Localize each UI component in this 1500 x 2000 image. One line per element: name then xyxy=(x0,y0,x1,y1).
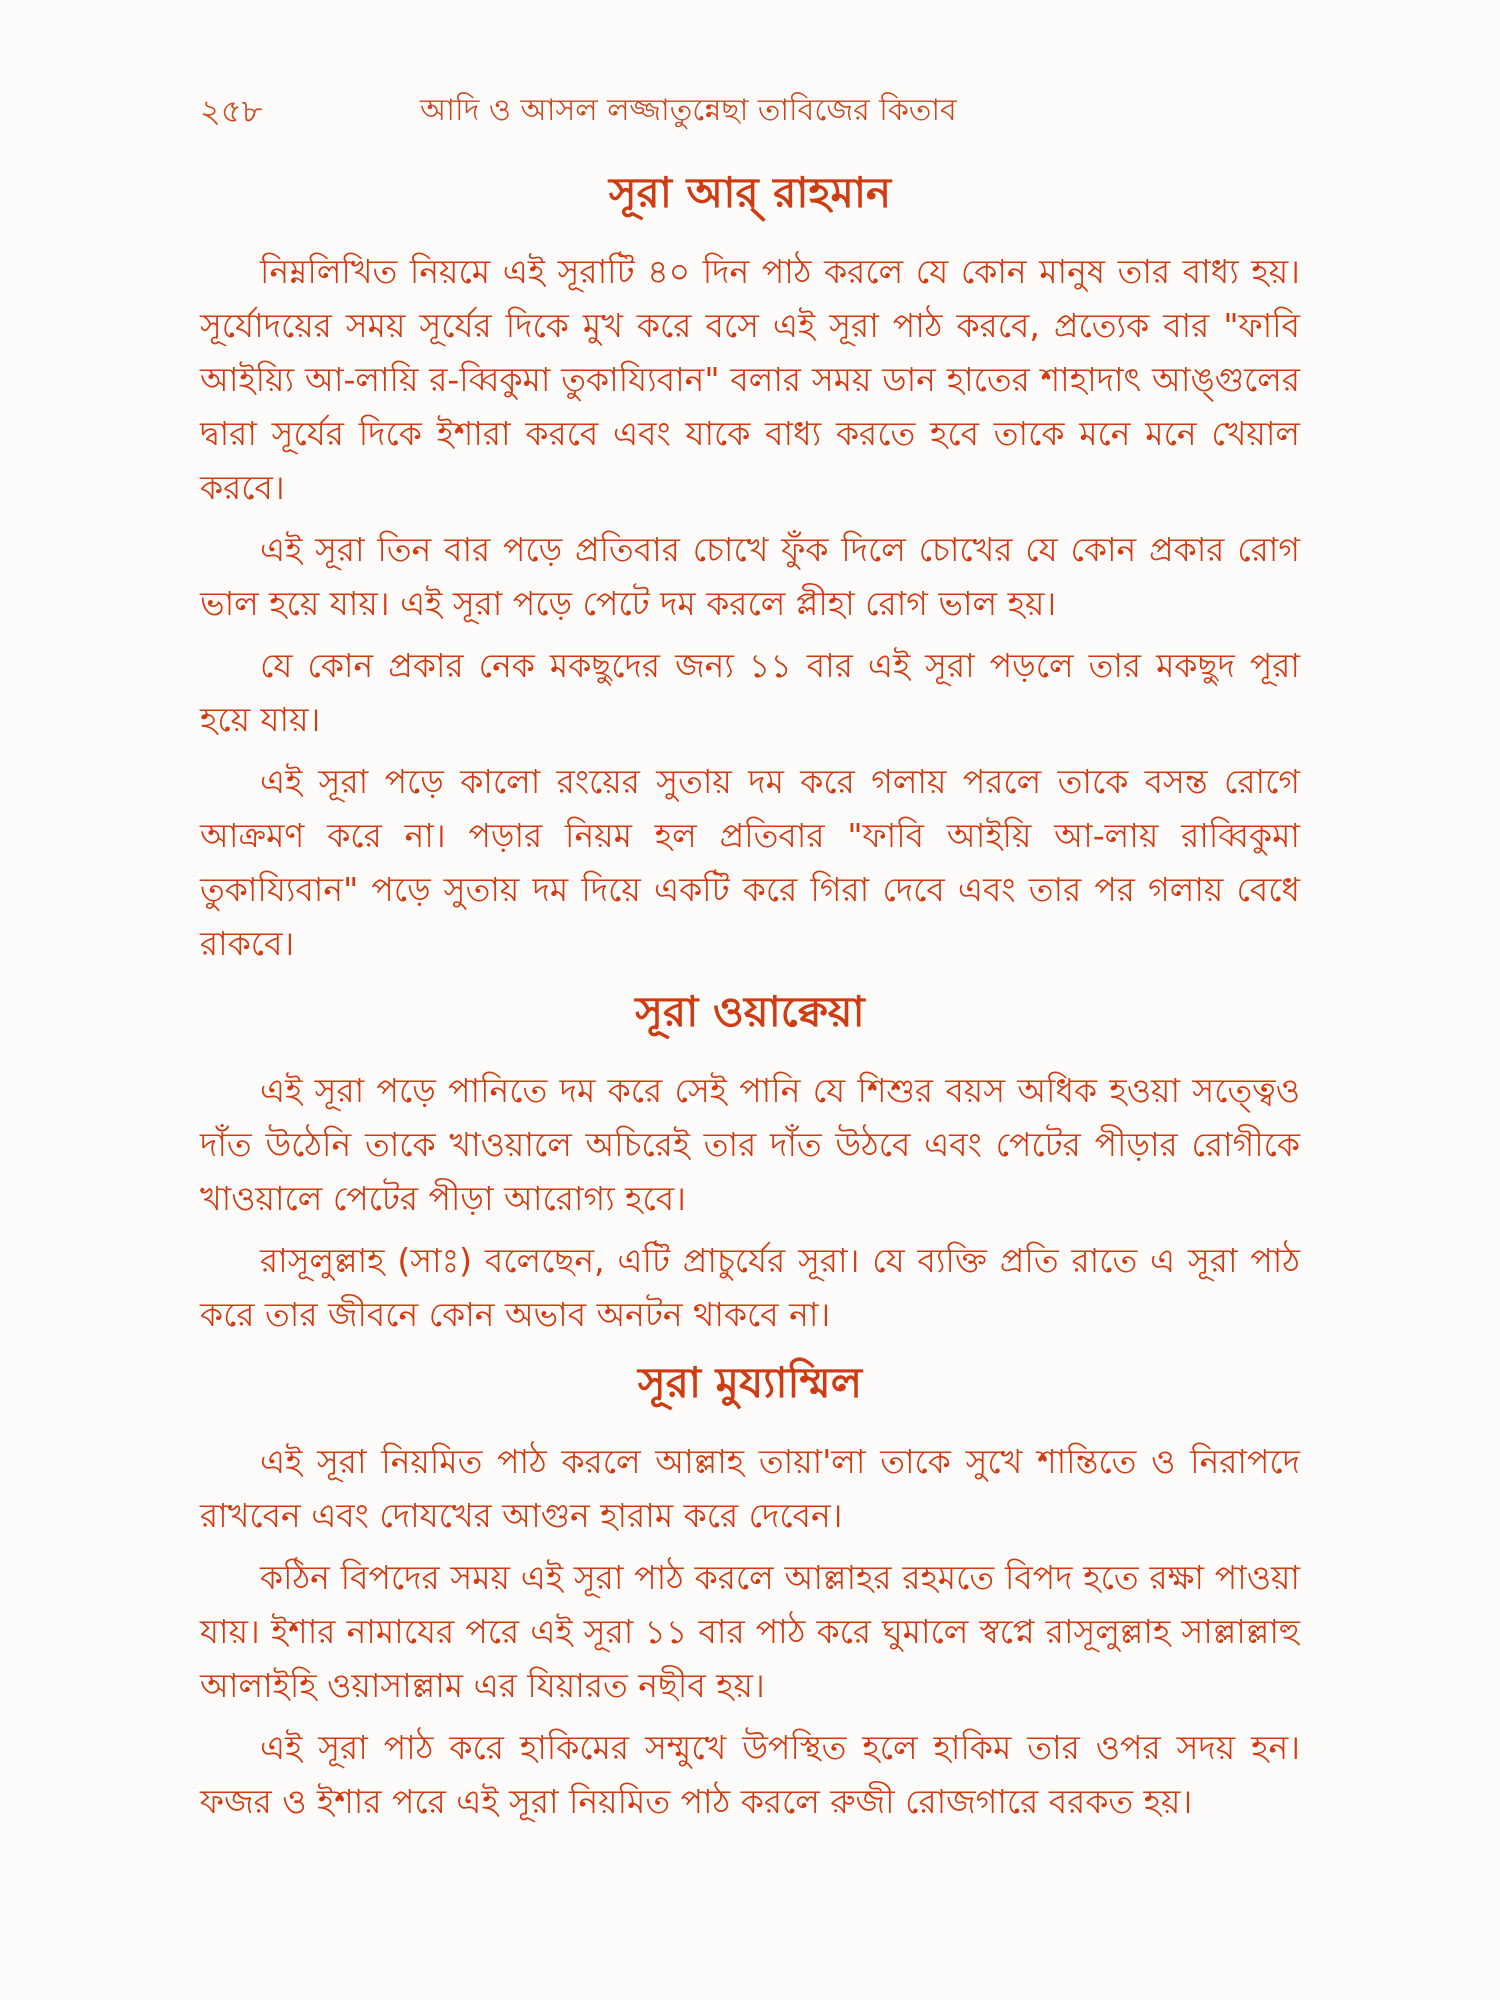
section-title: সূরা আর্ রাহমান xyxy=(608,168,892,217)
paragraph: এই সূরা পাঠ করে হাকিমের সম্মুখে উপস্থিত হলে হাকিম তার ওপর সদয় হন। ফজর ও ইশার পরে এই সূরা নিয়মিত পাঠ করলে রুজী রোজগারে বরকত হয়। xyxy=(200,1728,1300,1821)
section-title: সূরা মুয্যাম্মিল xyxy=(637,1358,863,1407)
page-number: ২৫৮ xyxy=(200,92,263,130)
paragraph: এই সূরা নিয়মিত পাঠ করলে আল্লাহ তায়া'লা তাকে সুখে শান্তিতে ও নিরাপদে রাখবেন এবং দোযখের আগুন হারাম করে দেবেন। xyxy=(200,1442,1300,1535)
section-surah-waqiah xyxy=(200,979,1300,1342)
section-surah-ar-rahman xyxy=(200,160,1300,971)
paragraph: এই সূরা পড়ে কালো রংয়ের সুতায় দম করে গলায় পরলে তাকে বসন্ত রোগে আক্রমণ করে না। পড়ার নিয়ম হল প্রতিবার "ফাবি আইয়ি আ-লায় রাব্বিকুমা তুকায্যিবান" পড়ে সুতায় দম দিয়ে একটি করে গিরা দেবে এবং তার পর গলায় বেধে রাকবে। xyxy=(200,762,1300,963)
section-surah-muzzammil xyxy=(200,1350,1300,1829)
running-title: আদি ও আসল লজ্জাতুন্নেছা তাবিজের কিতাব xyxy=(420,93,957,128)
page-body xyxy=(200,160,1300,1837)
paragraph: নিম্নলিখিত নিয়মে এই সূরাটি ৪০ দিন পাঠ করলে যে কোন মানুষ তার বাধ্য হয়। সূর্যোদয়ের সময় সূর্যের দিকে মুখ করে বসে এই সূরা পাঠ করবে, প্রত্যেক বার "ফাবি আইয়্যি আ-লায়ি র-ব্বিকুমা তুকায্যিবান" বলার সময় ডান হাতের শাহাদাৎ আঙ্গুলের দ্বারা সূর্যের দিকে ইশারা করবে এবং যাকে বাধ্য করতে হবে তাকে মনে মনে খেয়াল করবে। xyxy=(200,252,1300,507)
paragraph: যে কোন প্রকার নেক মকছুদের জন্য ১১ বার এই সূরা পড়লে তার মকছুদ পূরা হয়ে যায়। xyxy=(200,646,1300,739)
paragraph: কঠিন বিপদের সময় এই সূরা পাঠ করলে আল্লাহর রহমতে বিপদ হতে রক্ষা পাওয়া যায়। ইশার নামাযের পরে এই সূরা ১১ বার পাঠ করে ঘুমালে স্বপ্নে রাসূলুল্লাহ সাল্লাল্লাহু আলাইহি ওয়াসাল্লাম এর যিয়ারত নছীব হয়। xyxy=(200,1558,1300,1705)
page-header xyxy=(200,78,1300,138)
section-title: সূরা ওয়াক্বেয়া xyxy=(635,987,865,1036)
paragraph: এই সূরা পড়ে পানিতে দম করে সেই পানি যে শিশুর বয়স অধিক হওয়া সত্ত্বেও দাঁত উঠেনি তাকে খাওয়ালে অচিরেই তার দাঁত উঠবে এবং পেটের পীড়ার রোগীকে খাওয়ালে পেটের পীড়া আরোগ্য হবে। xyxy=(200,1071,1300,1218)
paragraph: এই সূরা তিন বার পড়ে প্রতিবার চোখে ফুঁক দিলে চোখের যে কোন প্রকার রোগ ভাল হয়ে যায়। এই সূরা পড়ে পেটে দম করলে প্লীহা রোগ ভাল হয়। xyxy=(200,530,1300,623)
paragraph: রাসূলুল্লাহ (সাঃ) বলেছেন, এটি প্রাচুর্যের সূরা। যে ব্যক্তি প্রতি রাতে এ সূরা পাঠ করে তার জীবনে কোন অভাব অনটন থাকবে না। xyxy=(200,1241,1300,1334)
